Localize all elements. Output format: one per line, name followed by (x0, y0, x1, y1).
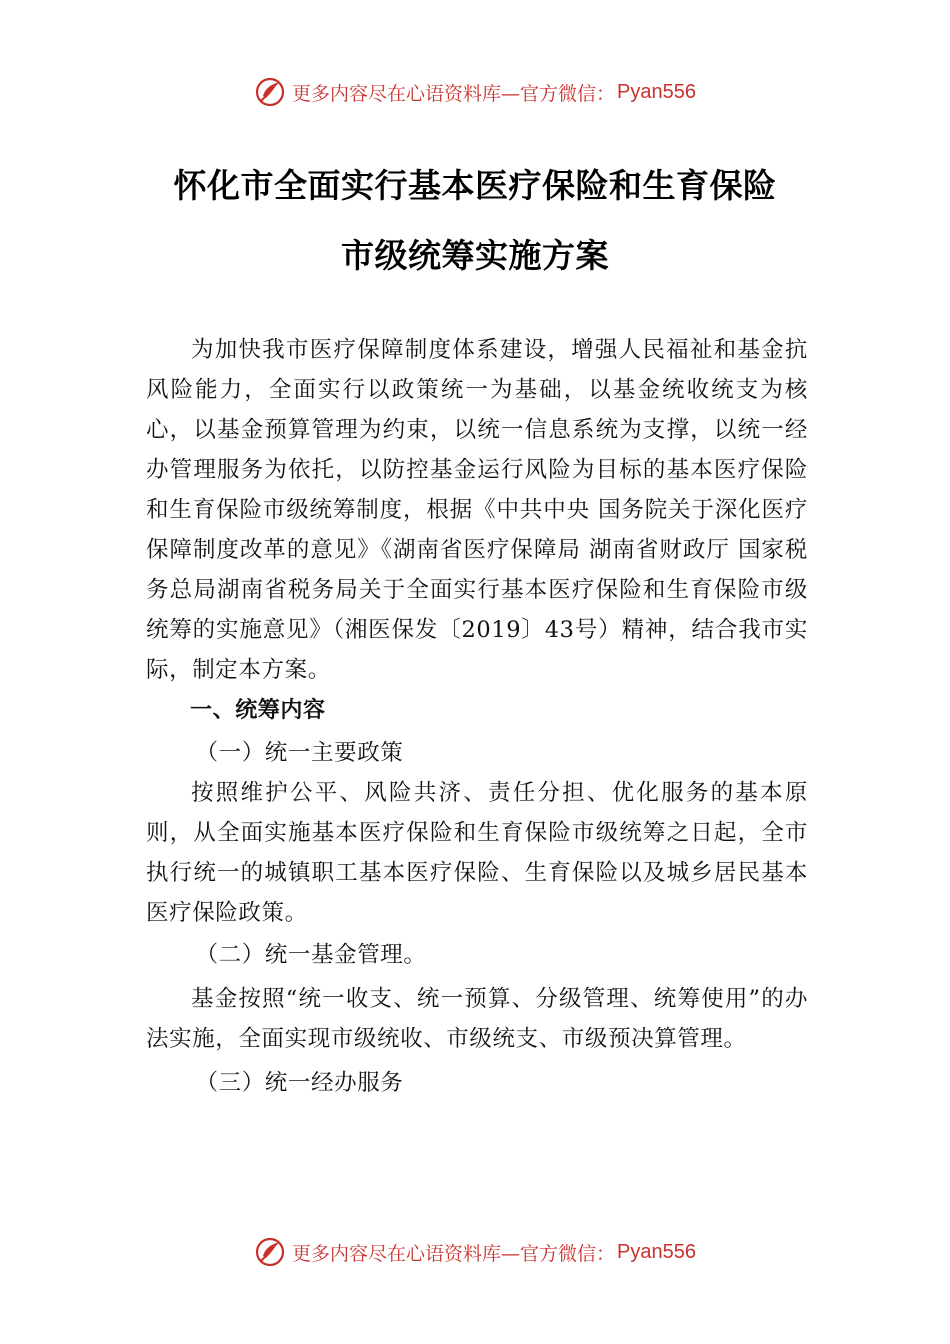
document-title-line-2: 市级统筹实施方案 (341, 236, 609, 275)
intro-paragraph: 为加快我市医疗保障制度体系建设，增强人民福祉和基金抗风险能力，全面实行以政策统一为基础，以基金统收统支为核心，以基金预算管理为约束，以统一信息系统为支撑，以统一经办管理服务为依托，以防控基金运行风险为目标的基本医疗保险和生育保险市级统筹制度，根据《中共中央 国务院关于深化医疗保障制度改革的意见》《湖南省医疗保障局 湖南省财政厅 国家税务总局湖南省税务局关于全面实行基本医疗保险和生育保险市级统筹的实施意见》（湘医保发〔2019〕43号）精神，结合我市实际，制定本方案。 (146, 337, 808, 683)
subsection-2-paragraph: 基金按照“统一收支、统一预算、分级管理、统筹使用”的办法实施，全面实现市级统收、市级统支、市级预决算管理。 (146, 986, 808, 1052)
wechat-id: Pyan556 (617, 1240, 696, 1263)
logo-icon (254, 1236, 286, 1268)
section-heading-1: 一、统筹内容 (190, 698, 326, 723)
subsection-heading-3: （三）统一经办服务 (195, 1070, 404, 1096)
banner-text: 更多内容尽在心语资料库—官方微信： (292, 1242, 616, 1265)
footer-banner (0, 1232, 950, 1272)
logo-icon (254, 76, 286, 108)
document-body (146, 330, 808, 1103)
subsection-heading-2: （二）统一基金管理。 (195, 942, 427, 968)
subsection-heading-1: （一）统一主要政策 (195, 740, 404, 766)
banner-text: 更多内容尽在心语资料库—官方微信： (292, 82, 616, 105)
document-title-line-1: 怀化市全面实行基本医疗保险和生育保险 (173, 166, 777, 205)
subsection-1-paragraph: 按照维护公平、风险共济、责任分担、优化服务的基本原则，从全面实施基本医疗保险和生育保险市级统筹之日起，全市执行统一的城镇职工基本医疗保险、生育保险以及城乡居民基本医疗保险政策。 (146, 780, 808, 926)
header-banner (0, 72, 950, 112)
wechat-id: Pyan556 (617, 80, 696, 103)
